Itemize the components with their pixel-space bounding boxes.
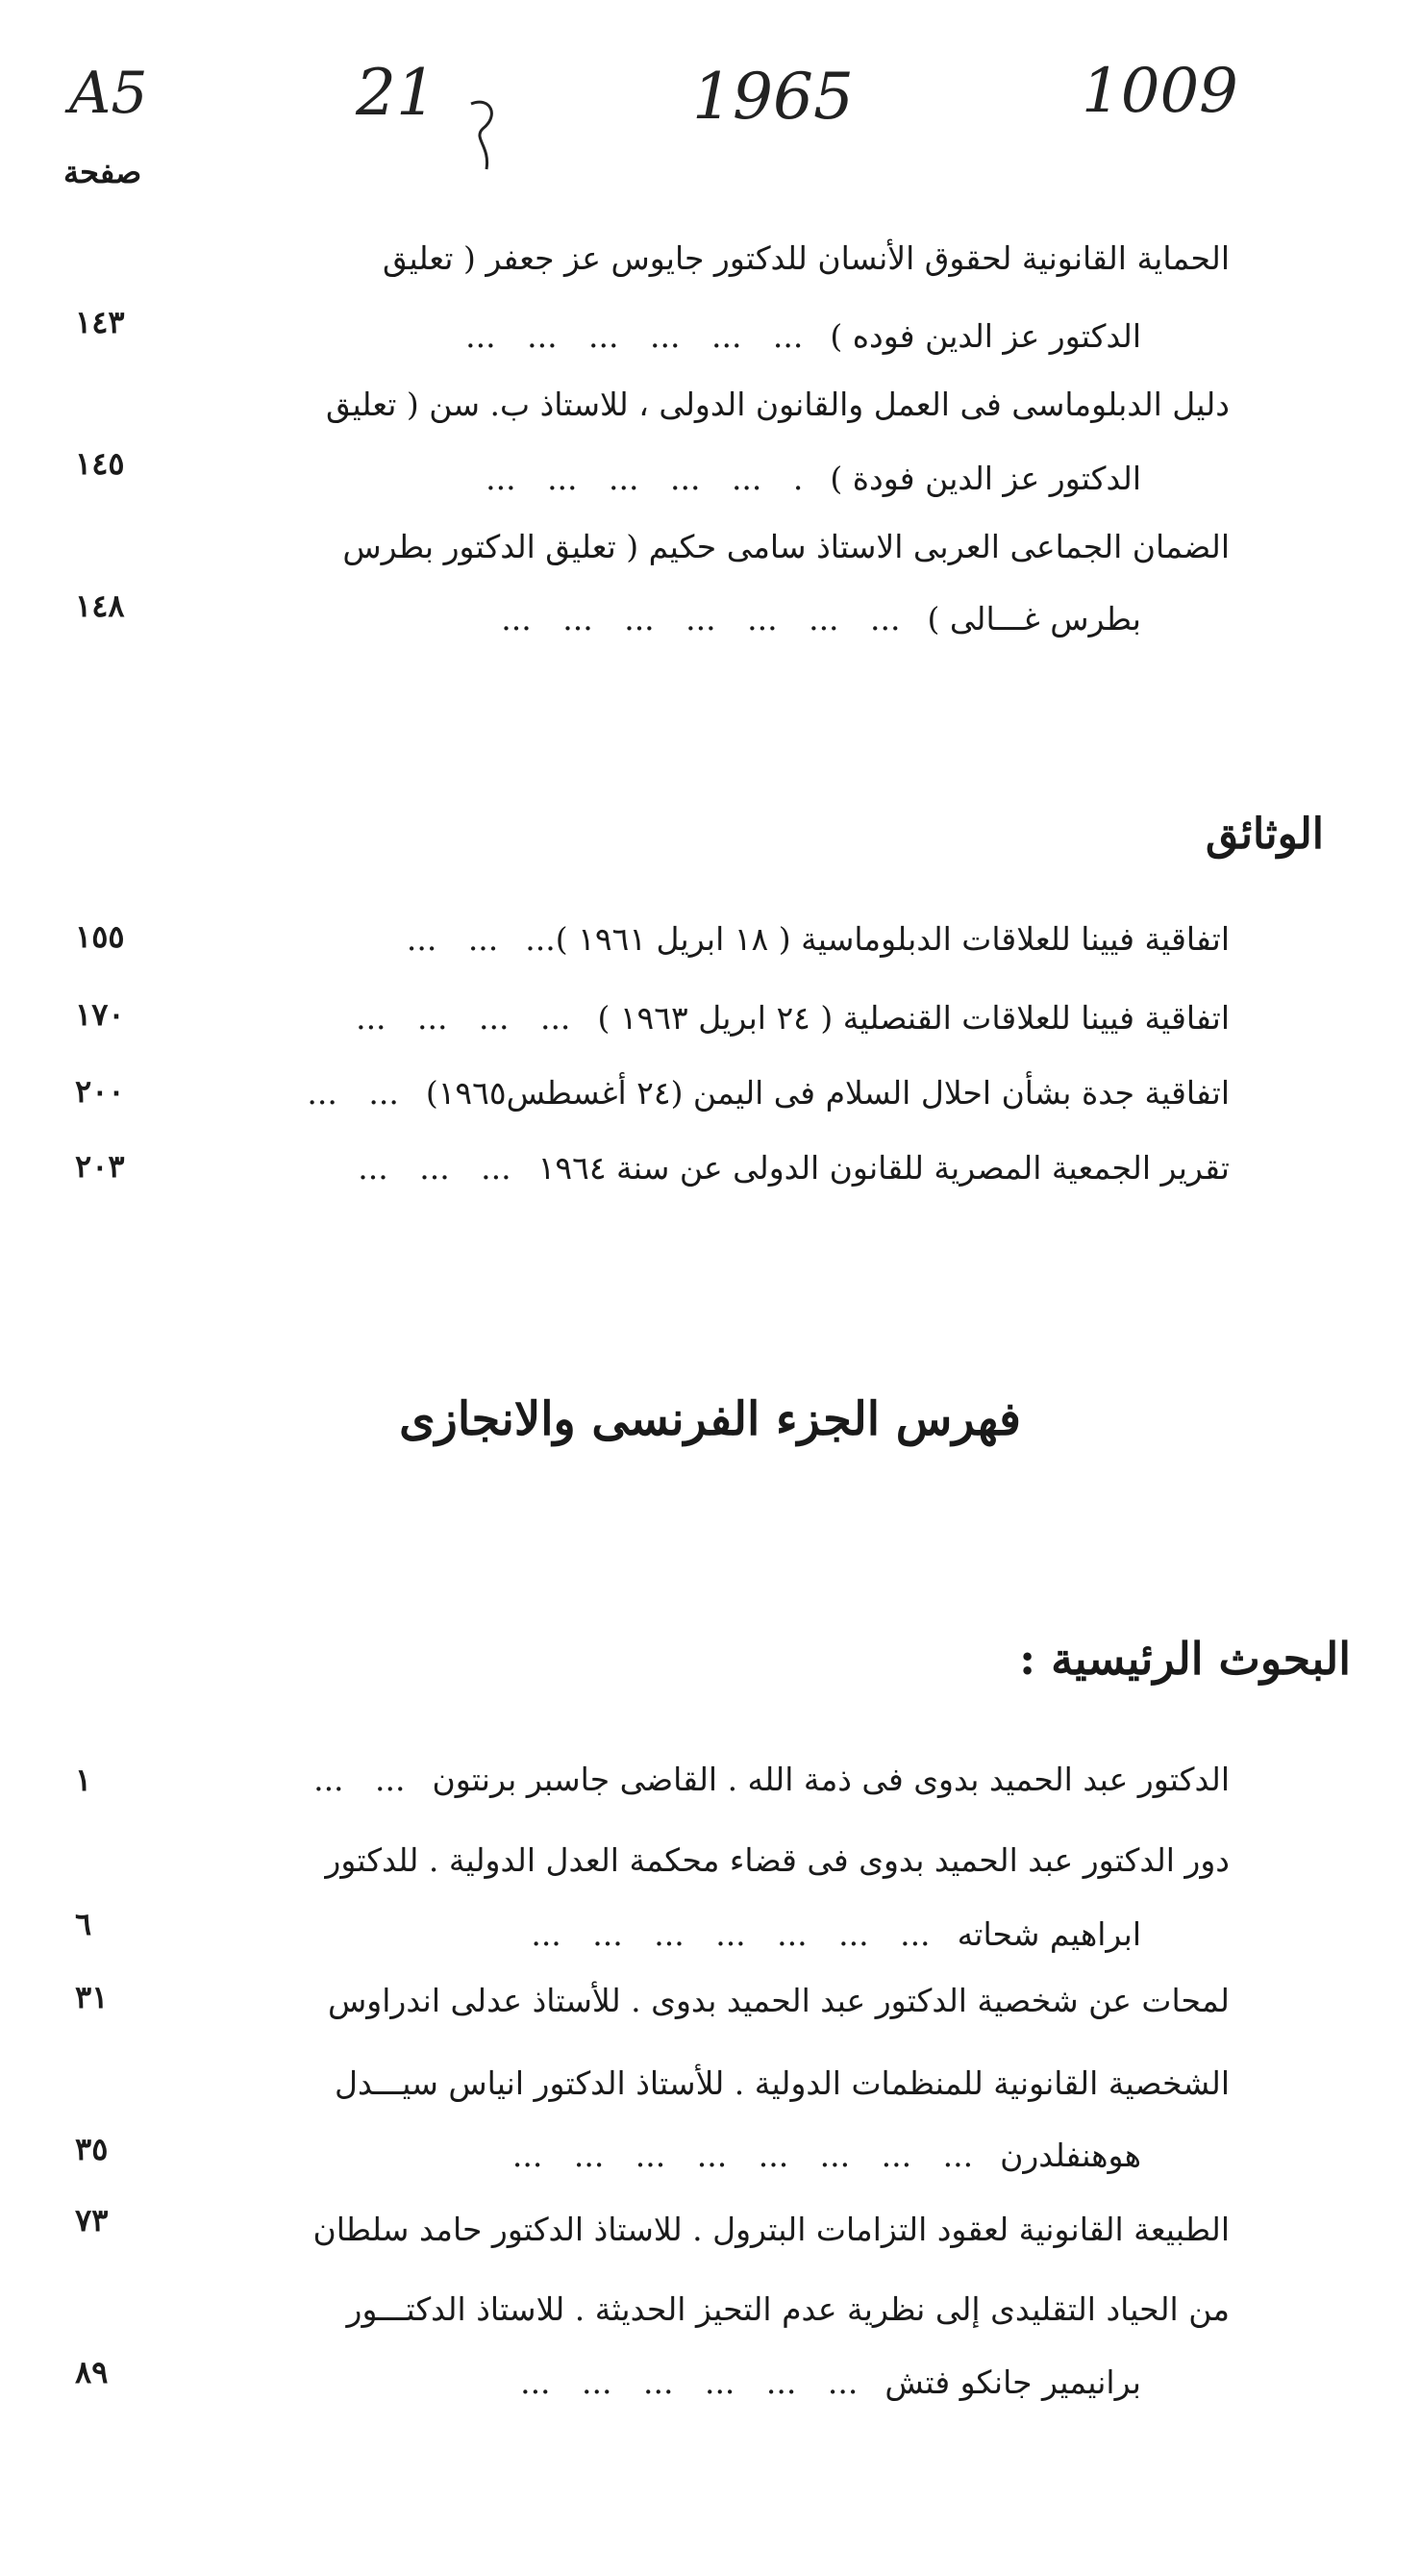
toc-entry-line: اتفاقية جدة بشأن احلال السلام فى اليمن (٢٤ أغسطس١٩٦٥)... ...: [307, 1074, 1230, 1112]
toc-page-number: ١: [75, 1762, 92, 1798]
toc-entry-line: دليل الدبلوماسى فى العمل والقانون الدولى ، للاستاذ ب. سن ( تعليق: [325, 386, 1230, 423]
toc-entry-line: اتفاقية فيينا للعلاقات القنصلية ( ٢٤ ابريل ١٩٦٣ )... ... ... ...: [356, 999, 1230, 1037]
toc-page-number: ٢٠٠: [75, 1073, 125, 1110]
toc-entry-continuation: الدكتور عز الدين فوده )... ... ... ... ... ...: [465, 317, 1141, 355]
toc-page-number: ٨٩: [75, 2354, 109, 2390]
toc-entry-continuation: بطرس غـــالى )... ... ... ... ... ... ...: [501, 600, 1141, 638]
toc-entry-line: تقرير الجمعية المصرية للقانون الدولى عن سنة ١٩٦٤... ... ...: [358, 1149, 1230, 1187]
handwritten-year: 1965: [692, 60, 854, 134]
index-heading: فهرس الجزء الفرنسى والانجازى: [399, 1392, 1021, 1446]
toc-page-number: ١٤٥: [75, 445, 125, 482]
handwritten-corner-code: A5: [69, 60, 148, 127]
toc-page-number: ٦: [75, 1906, 92, 1942]
documents-heading: الوثائق: [1206, 810, 1324, 859]
toc-entry-line: دور الدكتور عبد الحميد بدوى فى قضاء محكمة العدل الدولية . للدكتور: [325, 1841, 1230, 1879]
handwritten-volume-number: 21: [356, 56, 436, 130]
handwritten-mark-icon: [461, 96, 506, 173]
toc-entry-line: الحماية القانونية لحقوق الأنسان للدكتور جايوس عز جعفر ( تعليق: [382, 239, 1230, 277]
handwritten-reference-number: 1009: [1082, 56, 1238, 127]
toc-entry-line: الطبيعة القانونية لعقود التزامات البترول . للاستاذ الدكتور حامد سلطان: [312, 2211, 1230, 2248]
toc-page-number: ٢٠٣: [75, 1148, 125, 1185]
toc-entry-line: اتفاقية فيينا للعلاقات الدبلوماسية ( ١٨ ابريل ١٩٦١ )...... ...: [406, 920, 1230, 958]
toc-entry-continuation: ابراهيم شحاته... ... ... ... ... ... ...: [531, 1915, 1141, 1953]
page-column-label: صفحة: [63, 154, 142, 190]
toc-page-number: ٣٥: [75, 2131, 109, 2167]
toc-entry-continuation: هوهنفلدرن... ... ... ... ... ... ... ...: [511, 2137, 1141, 2174]
toc-entry-line: من الحياد التقليدى إلى نظرية عدم التحيز الحديثة . للاستاذ الدكتـــور: [346, 2290, 1230, 2328]
toc-page-number: ١٧٠: [75, 996, 125, 1033]
toc-page-number: ١٤٣: [75, 304, 125, 340]
toc-page-number: ١٥٥: [75, 918, 125, 955]
toc-page-number: ٧٣: [75, 2202, 109, 2238]
toc-entry-line: لمحات عن شخصية الدكتور عبد الحميد بدوى . للأستاذ عدلى اندراوس: [328, 1982, 1230, 2019]
main-research-heading: البحوث الرئيسية :: [1019, 1633, 1351, 1685]
toc-entry-continuation: برانيمير جانكو فتش... ... ... ... ... ...: [520, 2363, 1141, 2401]
toc-entry-line: الضمان الجماعى العربى الاستاذ سامى حكيم ( تعليق الدكتور بطرس: [342, 528, 1230, 565]
toc-page-number: ١٤٨: [75, 588, 125, 624]
toc-entry-line: الدكتور عبد الحميد بدوى فى ذمة الله . القاضى جاسبر برنتون... ...: [313, 1761, 1230, 1798]
toc-page-number: ٣١: [75, 1979, 109, 2015]
toc-entry-line: الشخصية القانونية للمنظمات الدولية . للأستاذ الدكتور انياس سيـــدل: [334, 2064, 1230, 2102]
toc-entry-continuation: الدكتور عز الدين فودة ). ... ... ... ... ...: [486, 460, 1141, 497]
